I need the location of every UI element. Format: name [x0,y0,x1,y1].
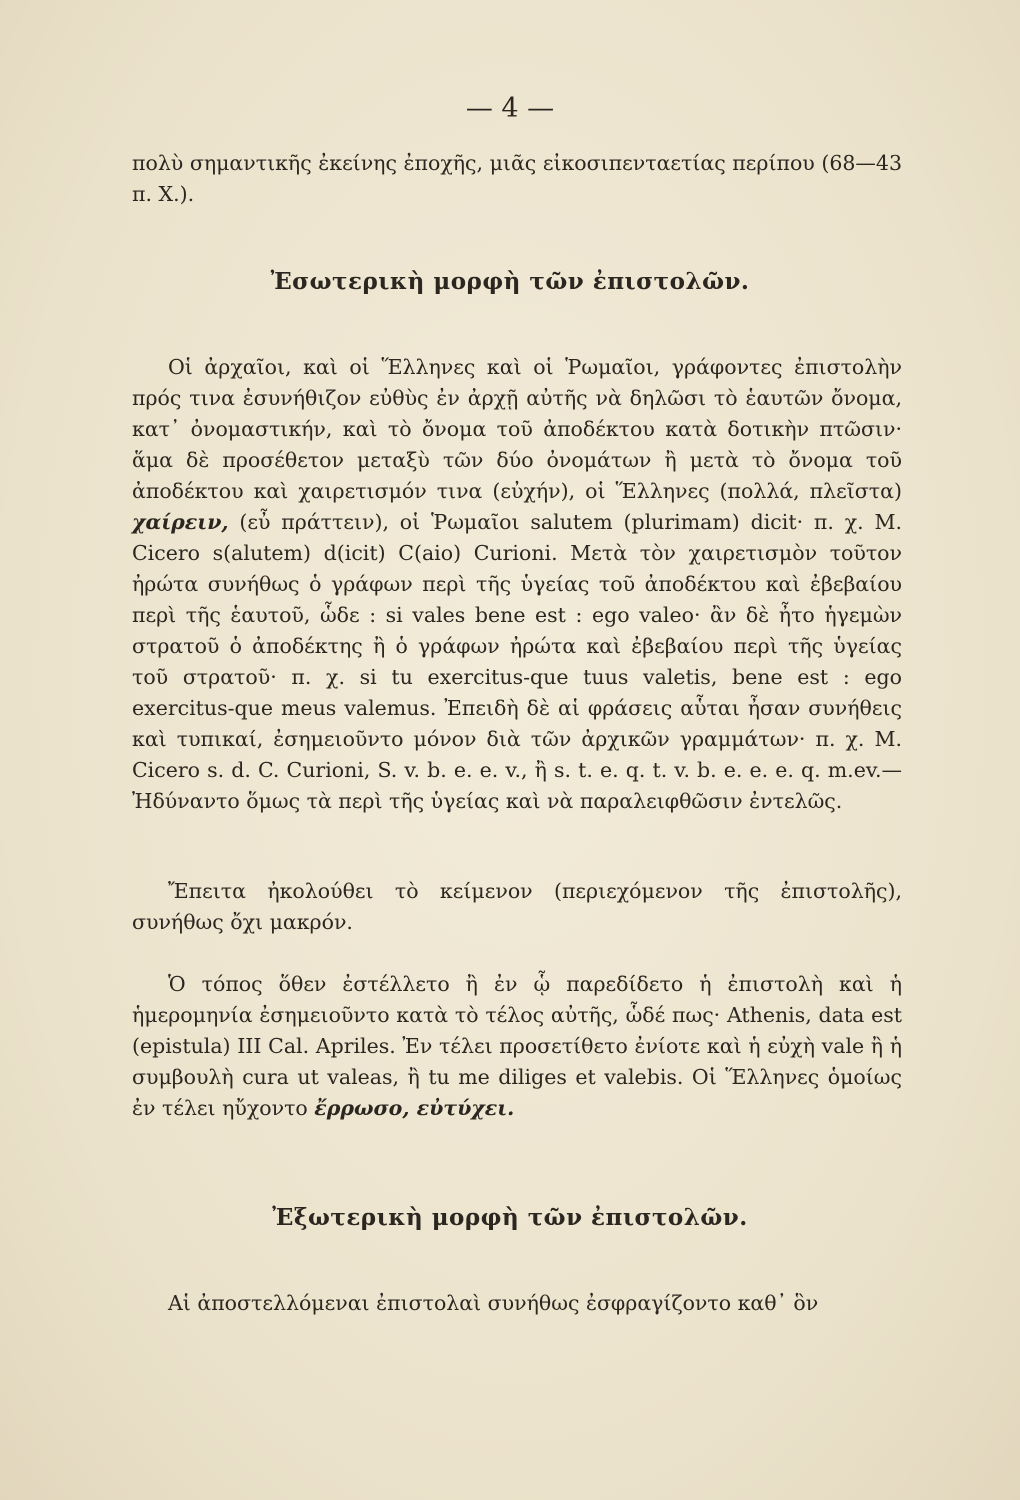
paragraph-letter-opening-part2: (εὖ πράττειν), οἱ Ῥωμαῖοι salutem (plurimam) dicit· π. χ. M. Cicero s(alutem) d(icit) C(aio) Curioni. Μετὰ τὸν χαιρετισμὸν τοῦτον ἠρώτα συνήθως ὁ γράφων περὶ τῆς ὑγείας τοῦ ἀποδέκτου καὶ ἐβεβαίου περὶ τῆς ἑαυτοῦ, ὧδε : si vales bene est : ego valeo· ἂν δὲ ἦτο ἡγεμὼν στρατοῦ ὁ ἀποδέκτης ἢ ὁ γράφων ἠρώτα καὶ ἐβεβαίου περὶ τῆς ὑγείας τοῦ στρατοῦ· π. χ. si tu exercitus-que tuus valetis, bene est : ego exercitus-que meus valemus. Ἐπειδὴ δὲ αἱ φράσεις αὗται ἦσαν συνήθεις καὶ τυπικαί, ἐσημειοῦντο μόνον διὰ τῶν ἀρχικῶν γραμμάτων· π. χ. M. Cicero s. d. C. Curioni, S. v. b. e. e. v., ἢ s. t. e. q. t. v. b. e. e. e. q. m.ev.—Ἠδύναντο ὅμως τὰ περὶ τῆς ὑγείας καὶ νὰ παραλειφθῶσιν ἐντελῶς. [132,510,902,813]
paragraph-continued: πολὺ σημαντικῆς ἐκείνης ἐποχῆς, μιᾶς εἰκοσιπενταετίας περίπου (68—43 π. Χ.). [132,151,902,206]
paragraph-letter-opening-part1: Οἱ ἀρχαῖοι, καὶ οἱ Ἕλληνες καὶ οἱ Ῥωμαῖοι, γράφοντες ἐπιστολὴν πρός τινα ἐσυνήθιζον εὐθὺς ἐν ἀρχῇ αὐτῆς νὰ δηλῶσι τὸ ἑαυτῶν ὄνομα, κατ᾿ ὀνομαστικήν, καὶ τὸ ὄνομα τοῦ ἀποδέκτου κατὰ δοτικὴν πτῶσιν· ἅμα δὲ προσέθετον μεταξὺ τῶν δύο ὀνομάτων ἢ μετὰ τὸ ὄνομα τοῦ ἀποδέκτου καὶ χαιρετισμόν τινα (εὐχήν), οἱ Ἕλληνες (πολλά, πλεῖστα) [132,355,902,503]
page-number: — 4 — [465,93,555,124]
paragraph-letter-closing-text: Ὁ τόπος ὅθεν ἐστέλλετο ἢ ἐν ᾧ παρεδίδετο ἡ ἐπιστολὴ καὶ ἡ ἡμερομηνία ἐσημειοῦντο κατὰ τὸ τέλος αὐτῆς, ὧδέ πως· Athenis, data est (epistula) III Cal. Apriles. Ἐν τέλει προσετίθετο ἐνίοτε καὶ ἡ εὐχὴ vale ἢ ἡ συμβουλὴ cura ut valeas, ἢ tu me diliges et valebis. Οἱ Ἕλληνες ὁμοίως ἐν τέλει ηὔχοντο [132,972,902,1120]
paragraph-letter-body: Ἔπειτα ἠκολούθει τὸ κείμενον (περιεχόμενον τῆς ἐπιστολῆς), συνήθως ὄχι μακρόν. [132,879,902,934]
section-heading-internal-form: Ἐσωτερικὴ μορφὴ τῶν ἐπιστολῶν. [270,268,750,295]
paragraph-letter-closing [132,969,902,1124]
section-heading-external-form: Ἐξωτερικὴ μορφὴ τῶν ἐπιστολῶν. [272,1204,748,1231]
farewell-errosso: ἔρρωσο, εὐτύχει. [314,1096,515,1120]
paragraph-seals: Αἱ ἀποστελλόμεναι ἐπιστολαὶ συνήθως ἐσφραγίζοντο καθ᾿ ὃν [168,1291,819,1315]
greeting-chairein: χαίρειν, [132,510,229,534]
paragraph-letter-opening [132,352,902,817]
